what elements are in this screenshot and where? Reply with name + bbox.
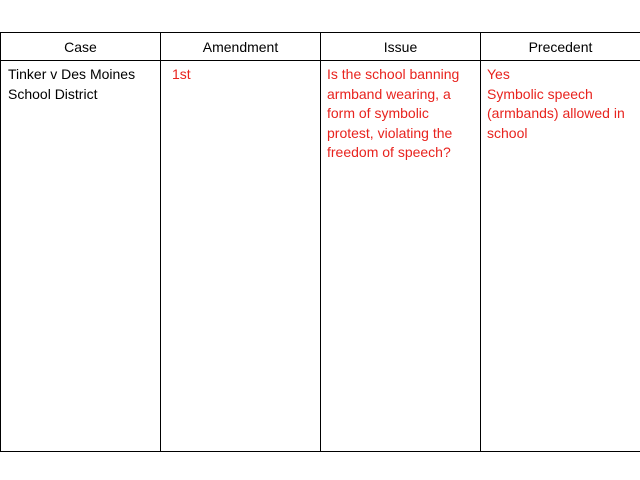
cell-issue <box>321 61 481 452</box>
issue-line: form of symbolic <box>327 105 429 121</box>
issue-line: protest, violating the <box>327 124 453 141</box>
case-line: Tinker v Des Moines <box>8 66 136 82</box>
cell-case <box>1 61 161 452</box>
precedent-line: Symbolic speech <box>487 85 593 102</box>
header-amendment: Amendment <box>161 33 321 61</box>
header-row <box>1 33 640 61</box>
issue-line: Is the school banning <box>327 66 460 82</box>
issue-line: freedom of speech? <box>327 144 451 160</box>
issue-line: armband wearing, a <box>327 85 451 102</box>
precedent-line: Yes <box>487 66 510 82</box>
precedent-line: school <box>487 124 528 141</box>
precedent-line: (armbands) allowed in <box>487 105 625 121</box>
amendment-text: 1st <box>172 66 191 82</box>
cell-precedent <box>481 61 640 452</box>
header-issue: Issue <box>321 33 481 61</box>
header-case: Case <box>1 33 161 61</box>
header-precedent: Precedent <box>481 33 640 61</box>
case-table <box>0 32 640 452</box>
case-line: School District <box>8 85 98 102</box>
table-row <box>1 61 640 452</box>
cell-amendment <box>161 61 321 452</box>
